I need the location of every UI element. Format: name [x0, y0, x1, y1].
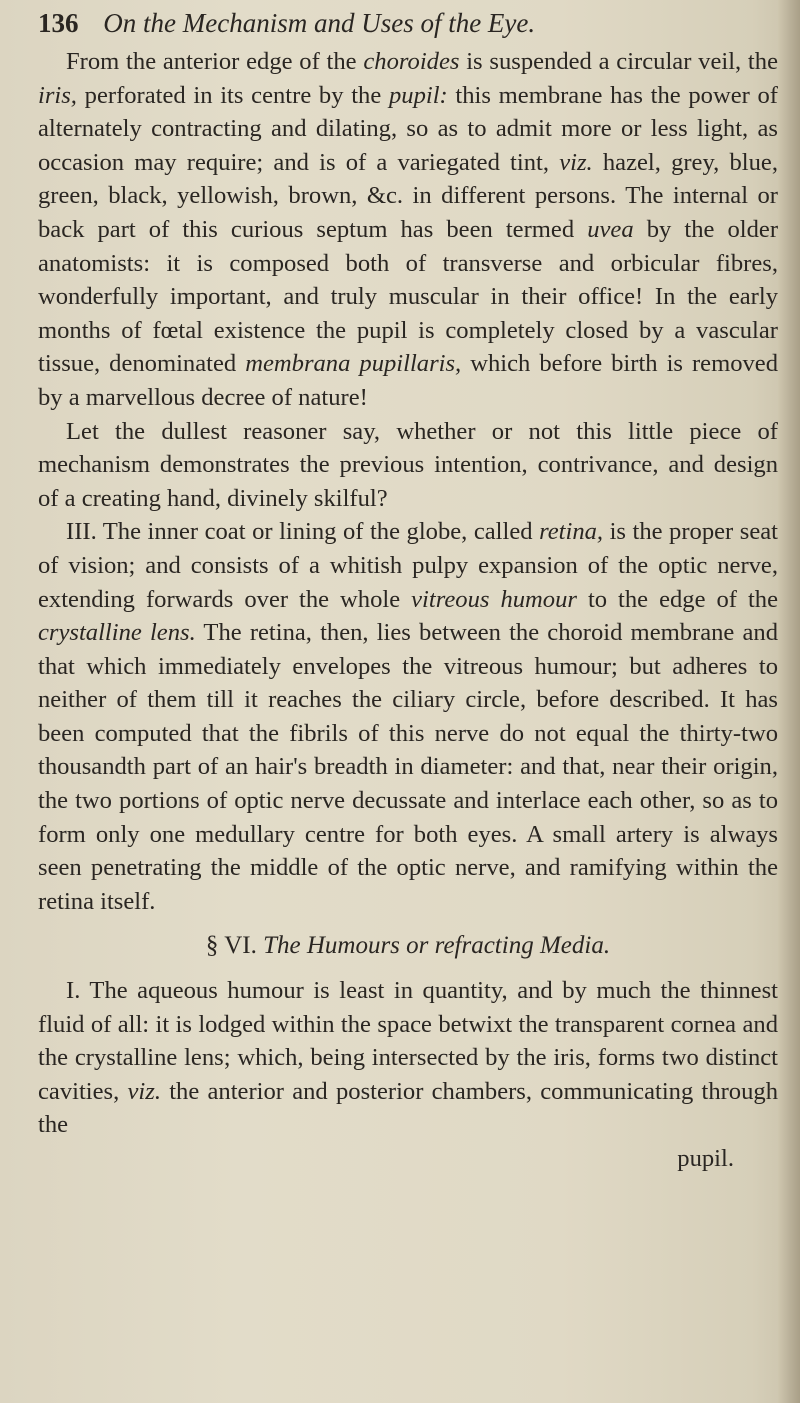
body-text — [38, 45, 778, 1176]
paragraph-aqueous-humour: I. The aqueous humour is least in quantity, and by much the thinnest fluid of all: it is lodged within the space betwixt the transparent cornea and the crystalline lens; which, being intersected by the iris, forms two distinct cavities, viz. the anterior and posterior chambers, communicating through the — [38, 977, 778, 1139]
catchword: pupil. — [677, 1145, 734, 1172]
paragraph-iris: From the anterior edge of the choroides is suspended a circular veil, the iris, perforated in its centre by the pupil: this membrane has the power of alternately contracting and dilating, so as to admit more or less light, as occasion may require; and is of a variegated tint, viz. hazel, grey, blue, green, black, yellowish, brown, &c. in different persons. The internal or back part of this curious septum has been termed uvea by the older anatomists: it is composed both of transverse and orbicular fibres, wonderfully important, and truly muscular in their office! In the early months of fœtal existence the pupil is completely closed by a vascular tissue, denominated membrana pupillaris, which before birth is removed by a marvellous decree of nature! — [38, 48, 779, 411]
paragraph-retina: III. The inner coat or lining of the globe, called retina, is the proper seat of vision; and consists of a whitish pulpy expansion of the optic nerve, extending forwards over the whole vitreous humour to the edge of the crystalline lens. The retina, then, lies between the choroid membrane and that which immediately envelopes the vitreous humour; but adheres to neither of them till it reaches the ciliary circle, before described. It has been computed that the fibrils of this nerve do not equal the thirty-two thousandth part of an hair's breadth in diameter: and that, near their origin, the two portions of optic nerve decussate and interlace each other, so as to form only one medullary centre for both eyes. A small artery is always seen penetrating the middle of the optic nerve, and ramifying within the retina itself. — [38, 518, 779, 915]
page-header — [38, 8, 535, 42]
section-number: § VI. — [205, 932, 257, 960]
section-title: The Humours or refracting Media. — [263, 932, 611, 960]
section-heading — [38, 929, 778, 963]
paragraph-reasoner: Let the dullest reasoner say, whether or not this little piece of mechanism demonstrates the previous intention, contrivance, and design of a creating hand, divinely skilful? — [38, 417, 778, 512]
running-title: On the Mechanism and Uses of the Eye. — [103, 8, 536, 38]
page-edge-shadow — [778, 0, 800, 1403]
page-number: 136 — [38, 8, 79, 38]
